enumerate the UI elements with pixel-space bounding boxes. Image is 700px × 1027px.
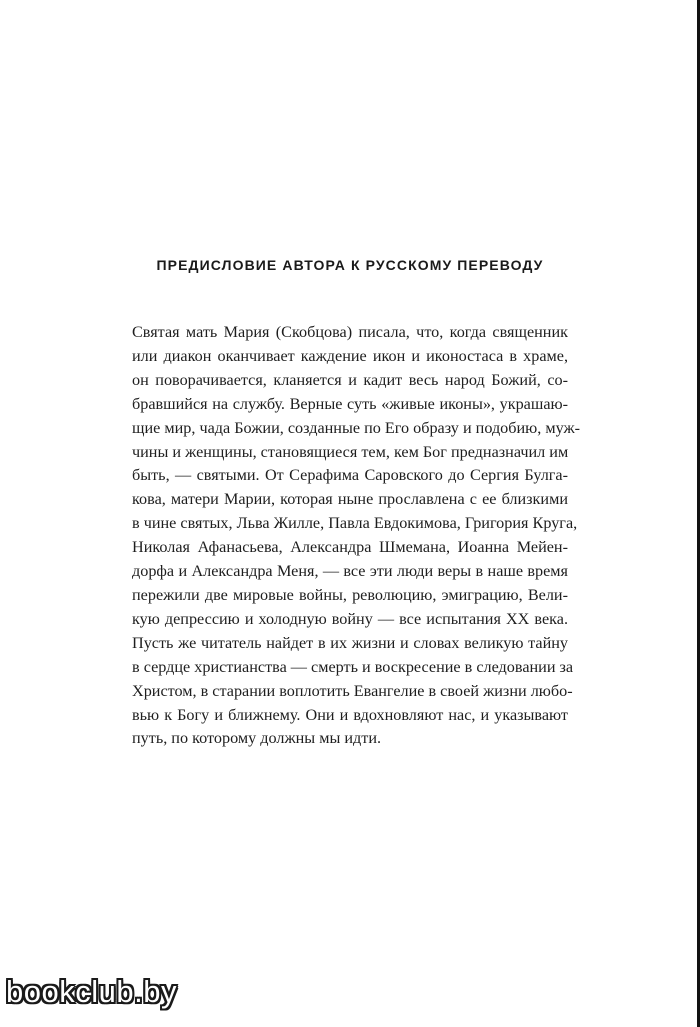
text-line: Пусть же читатель найдет в их жизни и словах великую тайну	[132, 633, 568, 652]
text-line: пережили две мировые войны, революцию, эмиграцию, Вели-	[132, 585, 568, 604]
text-line: он поворачивается, кланяется и кадит весь народ Божий, со-	[132, 370, 568, 389]
text-line: или диакон оканчивает каждение икон и иконостаса в храме,	[132, 346, 568, 365]
body-paragraph	[132, 321, 581, 751]
text-line: кова, матери Марии, которая ныне прославлена с ее близкими	[132, 490, 568, 509]
text-line: Николая Афанасьева, Александра Шмемана, Иоанна Мейен-	[132, 538, 568, 557]
text-line: чины и женщины, становящиеся тем, кем Бог предназначил им	[132, 442, 569, 461]
text-line: в сердце христианства — смерть и воскресение в следовании за	[132, 657, 574, 676]
text-line: вью к Богу и ближнему. Они и вдохновляют нас, и указывают	[132, 705, 568, 724]
text-line: дорфа и Александра Меня, — все эти люди веры в наше время	[132, 562, 568, 581]
text-line: кую депрессию и холодную войну — все испытания XX века.	[132, 609, 568, 628]
page-heading: ПРЕДИСЛОВИЕ АВТОРА К РУССКОМУ ПЕРЕВОДУ	[156, 257, 544, 273]
text-line: Святая мать Мария (Скобцова) писала, что, когда священник	[132, 323, 568, 341]
text-line: быть, — святыми. От Серафима Саровского до Сергия Булга-	[132, 466, 568, 485]
watermark-logo: bookclub.by	[6, 974, 177, 1009]
text-line: щие мир, чада Божии, созданные по Его образу и подобию, муж-	[132, 418, 581, 437]
text-line: бравшийся на службу. Верные суть «живые иконы», украшаю-	[132, 394, 568, 413]
text-line: в чине святых, Льва Жилле, Павла Евдокимова, Григория Круга,	[132, 514, 578, 533]
text-line: Христом, в старании воплотить Евангелие в своей жизни любо-	[132, 681, 573, 700]
text-line: путь, по которому должны мы идти.	[132, 729, 382, 748]
